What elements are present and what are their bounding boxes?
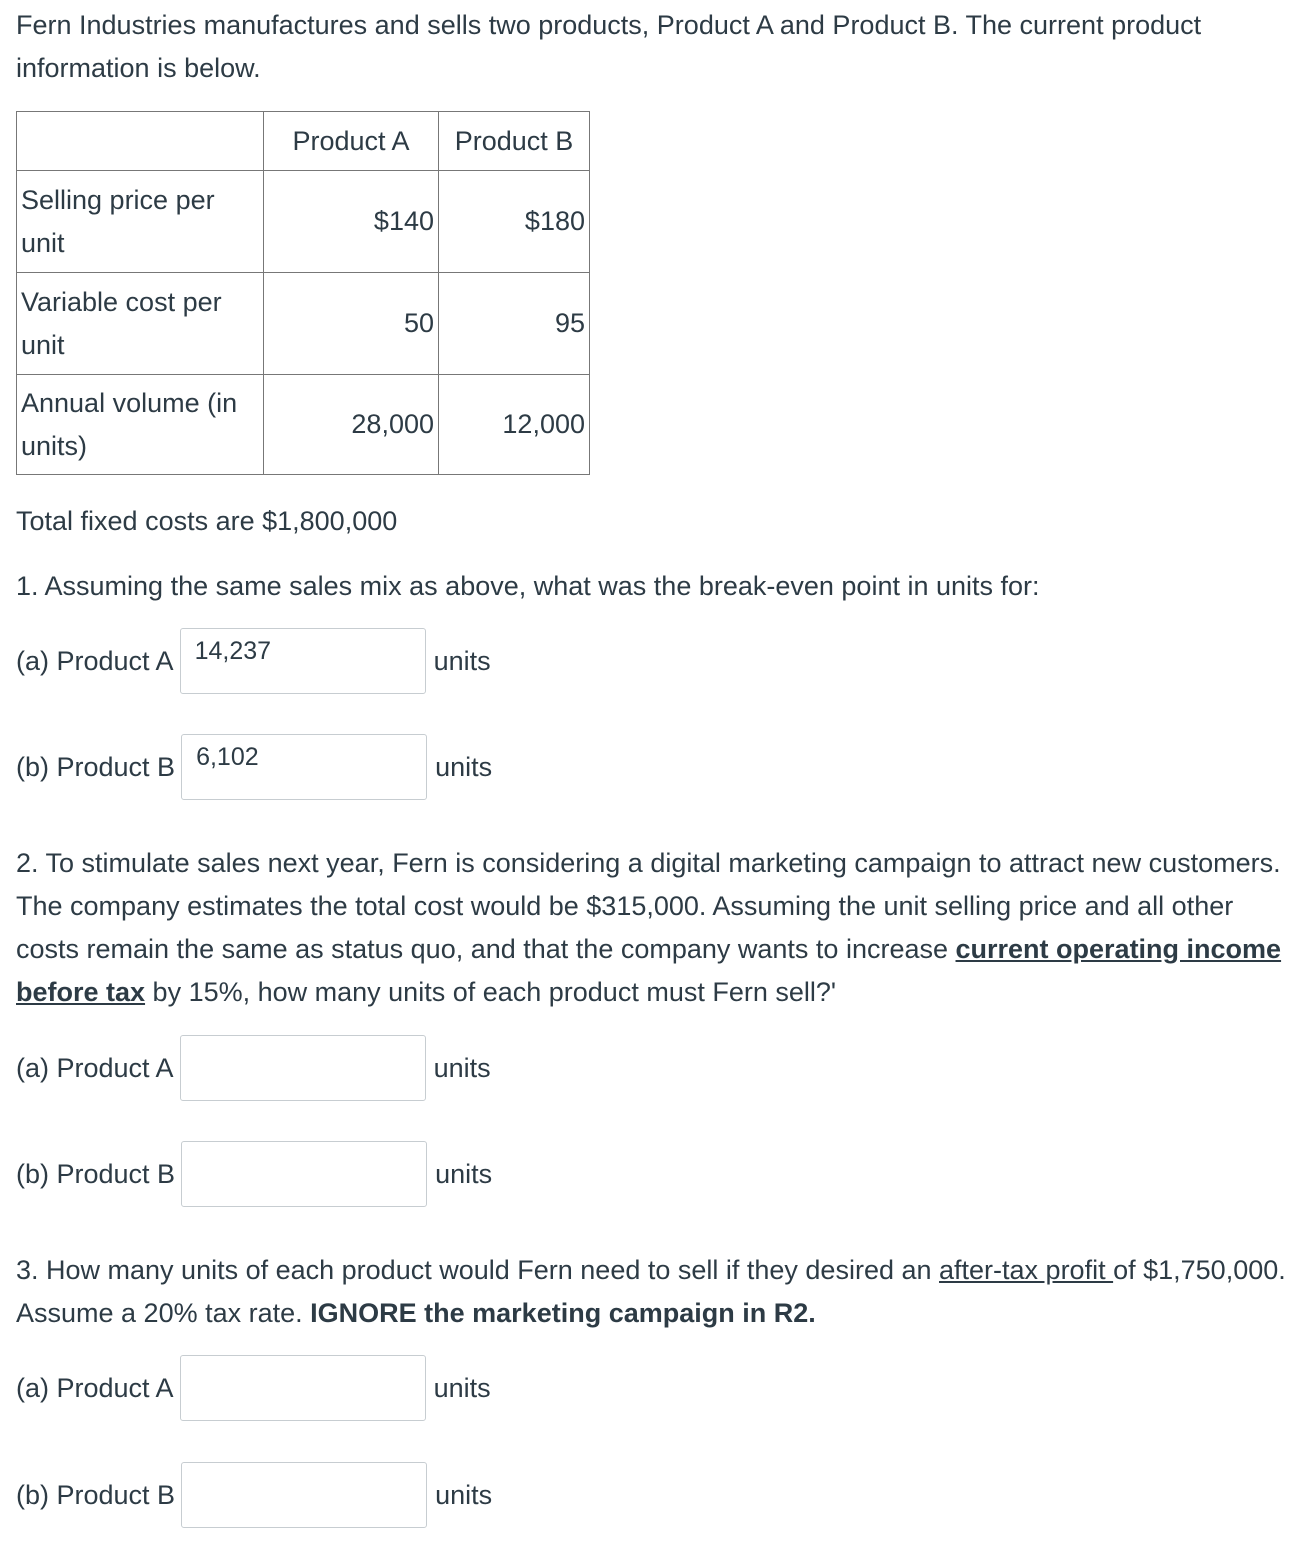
question-3-text-part-2: of $1,750,000. Assume a 20% tax rate. xyxy=(16,1255,1286,1328)
question-3-text xyxy=(16,1249,1291,1335)
fixed-costs-text: Total fixed costs are $1,800,000 xyxy=(16,506,398,536)
table-row xyxy=(17,171,590,273)
q3-product-b-input[interactable] xyxy=(181,1462,427,1528)
q2-product-b-label: (b) Product B xyxy=(16,1158,176,1189)
table-header-product-b: Product B xyxy=(439,112,590,171)
q2-product-b-unit: units xyxy=(435,1158,493,1189)
cell-selling-price-a: $140 xyxy=(264,171,439,273)
question-2-text-part-2: by 15%, how many units of each product must Fern sell?' xyxy=(145,977,837,1007)
q2-product-a-label: (a) Product A xyxy=(16,1052,174,1083)
question-2-emphasis: current operating income before tax xyxy=(16,934,1282,1007)
cell-variable-cost-a: 50 xyxy=(264,273,439,375)
question-3-bold-note: IGNORE the marketing campaign in R2. xyxy=(310,1298,816,1328)
q1-product-b-unit: units xyxy=(435,751,493,782)
q1-product-a-unit: units xyxy=(433,645,491,676)
q3-product-a-input[interactable] xyxy=(180,1355,426,1421)
q2-answer-b-row xyxy=(16,1141,492,1207)
q3-product-a-label: (a) Product A xyxy=(16,1372,174,1403)
q2-answer-a-row xyxy=(16,1035,491,1101)
q1-product-b-label: (b) Product B xyxy=(16,751,176,782)
row-label-selling-price: Selling price per unit xyxy=(17,171,264,273)
question-2-text xyxy=(16,842,1291,1014)
row-label-variable-cost: Variable cost per unit xyxy=(17,273,264,375)
intro-text: Fern Industries manufactures and sells two products, Product A and Product B. The current product information is below. xyxy=(16,10,1202,83)
q2-product-a-unit: units xyxy=(433,1052,491,1083)
cell-variable-cost-b: 95 xyxy=(439,273,590,375)
question-2-text-part-1: 2. To stimulate sales next year, Fern is considering a digital marketing campaign to attract new customers. The company estimates the total cost would be $315,000. Assuming the unit selling price and all other costs remain the same as status quo, and that the company wants to increase xyxy=(16,848,1281,964)
q1-answer-a-row xyxy=(16,628,491,694)
q3-answer-b-row xyxy=(16,1462,492,1528)
q3-product-b-label: (b) Product B xyxy=(16,1479,176,1510)
question-3-emphasis: after-tax profit xyxy=(939,1255,1114,1285)
q1-product-b-input[interactable] xyxy=(181,734,427,800)
table-header-product-a: Product A xyxy=(264,112,439,171)
table-row xyxy=(17,375,590,475)
q1-answer-b-row xyxy=(16,734,492,800)
q3-answer-a-row xyxy=(16,1355,491,1421)
q1-product-a-input[interactable] xyxy=(180,628,426,694)
q2-product-a-input[interactable] xyxy=(180,1035,426,1101)
product-info-table xyxy=(16,111,590,475)
q1-product-a-label: (a) Product A xyxy=(16,645,174,676)
table-header-row xyxy=(17,112,590,171)
q2-product-b-input[interactable] xyxy=(181,1141,427,1207)
question-3-text-part-1: 3. How many units of each product would Fern need to sell if they desired an xyxy=(16,1255,940,1285)
table-row xyxy=(17,273,590,375)
cell-annual-volume-a: 28,000 xyxy=(264,375,439,475)
table-header-blank xyxy=(17,112,264,171)
q3-product-b-unit: units xyxy=(435,1479,493,1510)
row-label-annual-volume: Annual volume (in units) xyxy=(17,375,264,475)
cell-annual-volume-b: 12,000 xyxy=(439,375,590,475)
question-1-text: 1. Assuming the same sales mix as above, what was the break-even point in units for: xyxy=(16,571,1040,601)
cell-selling-price-b: $180 xyxy=(439,171,590,273)
q3-product-a-unit: units xyxy=(433,1372,491,1403)
